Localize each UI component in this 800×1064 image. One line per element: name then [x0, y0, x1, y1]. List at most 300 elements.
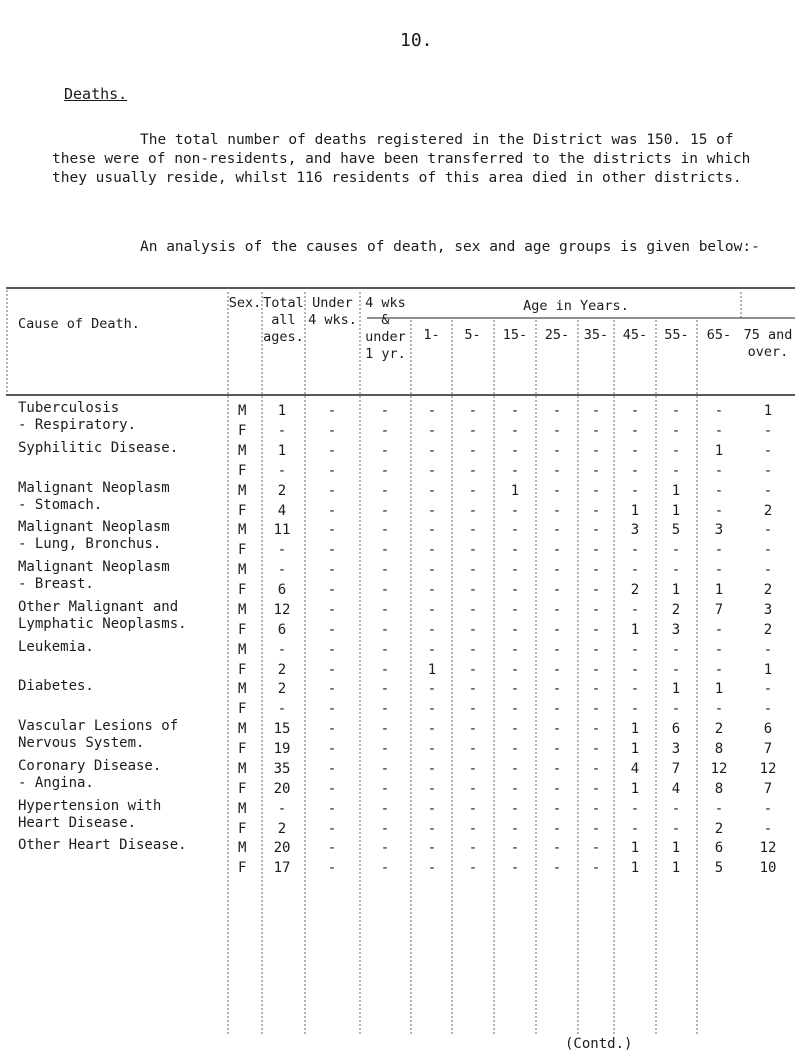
cause-label: Coronary Disease. - Angina. [18, 757, 162, 791]
value-cell: - [510, 522, 520, 539]
value-cell: - [510, 721, 520, 737]
value-cell: - [380, 661, 390, 678]
value-cell: 6 [714, 840, 724, 857]
value-cell: - [468, 760, 478, 777]
age-column-header: 75 and over. [743, 327, 793, 360]
value-cell: 1 [671, 840, 681, 857]
value-cell: 1 [630, 840, 640, 857]
value-cell: - [380, 800, 390, 817]
value-cell: - [591, 522, 601, 539]
value-cell: 12 [710, 760, 728, 777]
sex-cell: M [238, 442, 247, 459]
cause-label: Malignant Neoplasm - Lung, Bronchus. [18, 519, 170, 553]
value-cell: - [327, 582, 337, 598]
sex-cell: M [238, 721, 247, 737]
value-cell: - [591, 760, 601, 777]
value-cell: - [510, 860, 520, 877]
value-cell: - [327, 741, 337, 757]
value-cell: - [591, 860, 601, 877]
value-cell: - [510, 621, 520, 638]
value-cell: - [468, 423, 478, 439]
value-cell: 1 [277, 403, 287, 419]
value-cell: - [510, 741, 520, 757]
value-cell: - [763, 701, 773, 718]
value-cell: - [714, 403, 724, 419]
value-cell: - [763, 423, 773, 439]
sex-cell: F [238, 661, 247, 678]
value-cell: 4 [277, 502, 287, 519]
value-cell: - [510, 701, 520, 718]
value-cell: - [327, 522, 337, 539]
value-cell: - [327, 423, 337, 439]
value-cell: - [552, 701, 562, 718]
value-cell: - [380, 502, 390, 519]
value-cell: 2 [277, 482, 287, 499]
value-cell: - [671, 701, 681, 718]
age-column-header: 65- [706, 327, 732, 343]
value-cell: 7 [671, 760, 681, 777]
value-cell: - [630, 403, 640, 419]
value-cell: - [510, 442, 520, 459]
value-cell: - [327, 502, 337, 519]
sex-cell: F [238, 820, 247, 837]
value-cell: - [510, 601, 520, 618]
sex-cell: M [238, 601, 247, 618]
cause-label: Other Malignant and Lymphatic Neoplasms. [18, 598, 187, 632]
value-cell: - [510, 462, 520, 479]
intro-text: The total number of deaths registered in the District was 150. 15 of these were of non-residents, and have been transferred to the districts in which they usually reside, whilst 116 residents of this area died in other districts. [52, 132, 751, 186]
value-cell: - [763, 442, 773, 459]
value-cell: - [630, 820, 640, 837]
age-column-header: 5- [464, 327, 481, 343]
value-cell: 2 [763, 582, 773, 598]
value-cell: 2 [630, 582, 640, 598]
age-column-header: 55- [664, 327, 689, 343]
value-cell: - [427, 423, 437, 439]
value-cell: - [468, 601, 478, 618]
value-cell: - [591, 403, 601, 419]
age-column-header: 25- [544, 327, 570, 343]
value-cell: 1 [714, 582, 724, 598]
value-cell: - [552, 542, 562, 559]
value-cell: - [671, 820, 681, 837]
value-cell: - [427, 741, 437, 757]
value-cell: - [327, 621, 337, 638]
value-cell: - [380, 621, 390, 638]
value-cell: - [552, 442, 562, 459]
value-cell: - [714, 462, 724, 479]
value-cell: 8 [714, 780, 724, 797]
value-cell: 2 [671, 601, 681, 618]
value-cell: - [327, 721, 337, 737]
value-cell: - [277, 562, 287, 578]
value-cell: - [468, 681, 478, 698]
analysis-text: An analysis of the causes of death, sex and age groups is given below:- [140, 239, 760, 255]
sex-cell: F [238, 741, 247, 757]
cause-label: Vascular Lesions of Nervous System. [18, 718, 179, 751]
value-cell: - [630, 442, 640, 459]
age-column-header: 45- [622, 327, 648, 343]
cause-label: Malignant Neoplasm - Breast. [18, 559, 170, 592]
value-cell: - [591, 741, 601, 757]
value-cell: - [552, 601, 562, 618]
value-cell: 1 [630, 780, 640, 797]
value-cell: - [427, 701, 437, 718]
value-cell: - [380, 840, 390, 857]
cause-label: Hypertension with Heart Disease. [18, 797, 162, 831]
value-cell: - [427, 820, 437, 837]
sex-cell: M [238, 641, 247, 658]
value-cell: - [380, 482, 390, 499]
value-cell: - [327, 661, 337, 678]
value-cell: - [763, 641, 773, 658]
value-cell: - [468, 701, 478, 718]
value-cell: - [468, 621, 478, 638]
value-cell: - [552, 661, 562, 678]
value-cell: - [427, 403, 437, 419]
value-cell: - [380, 601, 390, 618]
value-cell: - [277, 701, 287, 718]
value-cell: - [468, 442, 478, 459]
value-cell: - [427, 721, 437, 737]
value-cell: - [552, 621, 562, 638]
value-cell: - [327, 442, 337, 459]
value-cell: - [591, 442, 601, 459]
value-cell: - [591, 800, 601, 817]
value-cell: 3 [714, 522, 724, 539]
value-cell: - [591, 462, 601, 479]
value-cell: 3 [630, 522, 640, 539]
value-cell: - [591, 780, 601, 797]
value-cell: 8 [714, 741, 724, 757]
value-cell: - [510, 681, 520, 698]
value-cell: - [552, 502, 562, 519]
value-cell: - [510, 800, 520, 817]
value-cell: 6 [763, 721, 773, 737]
value-cell: - [380, 860, 390, 877]
value-cell: - [468, 661, 478, 678]
value-cell: - [510, 641, 520, 658]
value-cell: 2 [714, 820, 724, 837]
sex-header: Sex. [228, 295, 262, 311]
value-cell: - [510, 661, 520, 678]
value-cell: - [510, 562, 520, 578]
sex-cell: M [238, 482, 247, 499]
value-cell: 6 [671, 721, 681, 737]
value-cell: - [380, 760, 390, 777]
cause-label: Tuberculosis - Respiratory. [18, 400, 137, 433]
value-cell: 17 [273, 860, 291, 877]
value-cell: - [380, 582, 390, 598]
value-cell: 1 [630, 741, 640, 757]
value-cell: - [277, 423, 287, 439]
value-cell: 11 [273, 522, 291, 539]
sex-cell: F [238, 860, 247, 877]
value-cell: - [591, 641, 601, 658]
value-cell: - [714, 482, 724, 499]
value-cell: - [427, 840, 437, 857]
cause-label: Malignant Neoplasm - Stomach. [18, 479, 170, 513]
value-cell: - [468, 582, 478, 598]
value-cell: 3 [763, 601, 773, 618]
value-cell: 1 [630, 621, 640, 638]
value-cell: - [763, 820, 773, 837]
value-cell: - [671, 442, 681, 459]
value-cell: 1 [630, 502, 640, 519]
value-cell: - [380, 741, 390, 757]
value-cell: - [468, 741, 478, 757]
value-cell: 2 [763, 502, 773, 519]
value-cell: - [380, 442, 390, 459]
value-cell: 6 [277, 621, 287, 638]
value-cell: - [552, 721, 562, 737]
value-cell: 10 [759, 860, 777, 877]
value-cell: - [591, 661, 601, 678]
value-cell: 1 [763, 403, 773, 419]
value-cell: 6 [277, 582, 287, 598]
value-cell: - [510, 840, 520, 857]
value-cell: - [510, 780, 520, 797]
value-cell: - [552, 582, 562, 598]
four-weeks-under-1-year-header: 4 wks & under 1 yr. [365, 295, 406, 362]
value-cell: - [630, 681, 640, 698]
value-cell: - [468, 462, 478, 479]
value-cell: - [671, 423, 681, 439]
value-cell: - [380, 721, 390, 737]
value-cell: 20 [273, 840, 291, 857]
value-cell: - [380, 542, 390, 559]
value-cell: - [468, 403, 478, 419]
value-cell: - [552, 780, 562, 797]
value-cell: 7 [714, 601, 724, 618]
sex-cell: M [238, 522, 247, 539]
cause-label: Syphilitic Disease. [18, 439, 179, 456]
value-cell: - [427, 522, 437, 539]
value-cell: - [468, 860, 478, 877]
value-cell: 7 [763, 780, 773, 797]
value-cell: - [510, 820, 520, 837]
value-cell: - [591, 562, 601, 578]
cause-label: Diabetes. [18, 678, 94, 695]
age-column-header: 35- [583, 327, 609, 343]
value-cell: - [427, 621, 437, 638]
value-cell: - [591, 721, 601, 737]
value-cell: - [671, 462, 681, 479]
value-cell: 5 [671, 522, 681, 539]
value-cell: - [427, 681, 437, 698]
value-cell: - [327, 840, 337, 857]
value-cell: - [552, 403, 562, 419]
value-cell: - [552, 681, 562, 698]
sex-cell: F [238, 582, 247, 598]
value-cell: - [327, 860, 337, 877]
value-cell: 1 [671, 681, 681, 698]
value-cell: 19 [273, 741, 291, 757]
value-cell: - [327, 462, 337, 479]
sex-cell: M [238, 681, 247, 698]
sex-cell: M [238, 760, 247, 777]
value-cell: 4 [630, 760, 640, 777]
value-cell: - [714, 562, 724, 578]
value-cell: - [468, 820, 478, 837]
value-cell: - [630, 661, 640, 678]
value-cell: - [380, 423, 390, 439]
value-cell: 7 [763, 741, 773, 757]
value-cell: - [671, 403, 681, 419]
value-cell: - [591, 701, 601, 718]
age-column-header: 15- [502, 327, 528, 343]
value-cell: - [327, 820, 337, 837]
value-cell: - [630, 800, 640, 817]
value-cell: - [327, 701, 337, 718]
value-cell: - [630, 701, 640, 718]
value-cell: - [630, 462, 640, 479]
value-cell: - [552, 522, 562, 539]
value-cell: - [427, 482, 437, 499]
value-cell: - [763, 462, 773, 479]
value-cell: - [591, 820, 601, 837]
value-cell: - [552, 840, 562, 857]
value-cell: 12 [273, 601, 291, 618]
value-cell: - [552, 820, 562, 837]
value-cell: 12 [759, 840, 777, 857]
value-cell: - [327, 601, 337, 618]
value-cell: - [630, 601, 640, 618]
value-cell: - [510, 582, 520, 598]
value-cell: - [552, 423, 562, 439]
value-cell: - [714, 621, 724, 638]
sex-cell: F [238, 621, 247, 638]
value-cell: - [427, 562, 437, 578]
value-cell: - [591, 482, 601, 499]
value-cell: - [277, 462, 287, 479]
value-cell: - [427, 502, 437, 519]
value-cell: - [763, 522, 773, 539]
value-cell: 5 [714, 860, 724, 877]
value-cell: 35 [273, 760, 291, 777]
value-cell: - [714, 423, 724, 439]
value-cell: 15 [273, 721, 291, 737]
value-cell: - [380, 462, 390, 479]
value-cell: - [327, 641, 337, 658]
value-cell: 3 [671, 621, 681, 638]
value-cell: - [468, 482, 478, 499]
value-cell: - [468, 641, 478, 658]
value-cell: - [380, 403, 390, 419]
value-cell: - [427, 780, 437, 797]
value-cell: - [763, 562, 773, 578]
value-cell: - [552, 641, 562, 658]
sex-cell: M [238, 562, 247, 578]
value-cell: 1 [630, 721, 640, 737]
value-cell: - [380, 780, 390, 797]
value-cell: - [327, 780, 337, 797]
value-cell: - [427, 641, 437, 658]
value-cell: - [427, 760, 437, 777]
value-cell: - [380, 820, 390, 837]
value-cell: - [671, 562, 681, 578]
value-cell: - [327, 760, 337, 777]
cause-label: Other Heart Disease. [18, 837, 187, 854]
cause-label: Leukemia. [18, 638, 94, 655]
value-cell: 1 [671, 860, 681, 877]
value-cell: - [327, 542, 337, 559]
value-cell: - [552, 741, 562, 757]
value-cell: - [591, 582, 601, 598]
value-cell: - [591, 840, 601, 857]
value-cell: - [427, 860, 437, 877]
value-cell: - [671, 800, 681, 817]
value-cell: - [714, 641, 724, 658]
value-cell: - [510, 423, 520, 439]
sex-cell: F [238, 542, 247, 559]
value-cell: - [630, 641, 640, 658]
value-cell: - [630, 482, 640, 499]
value-cell: 1 [510, 482, 520, 499]
sex-cell: F [238, 462, 247, 479]
value-cell: - [671, 641, 681, 658]
value-cell: - [552, 760, 562, 777]
value-cell: - [380, 562, 390, 578]
value-cell: - [427, 442, 437, 459]
sex-cell: M [238, 800, 247, 817]
value-cell: - [277, 800, 287, 817]
value-cell: - [763, 542, 773, 559]
value-cell: - [714, 542, 724, 559]
value-cell: 1 [763, 661, 773, 678]
sex-cell: M [238, 840, 247, 857]
total-header: Total all ages. [263, 295, 304, 345]
value-cell: - [591, 681, 601, 698]
value-cell: 1 [630, 860, 640, 877]
value-cell: 20 [273, 780, 291, 797]
value-cell: - [468, 800, 478, 817]
value-cell: - [510, 760, 520, 777]
value-cell: 1 [277, 442, 287, 459]
value-cell: - [468, 840, 478, 857]
value-cell: - [277, 542, 287, 559]
age-column-header: 1- [423, 327, 440, 343]
value-cell: - [763, 681, 773, 698]
value-cell: - [552, 800, 562, 817]
value-cell: - [427, 542, 437, 559]
value-cell: - [468, 542, 478, 559]
value-cell: - [591, 423, 601, 439]
value-cell: - [427, 462, 437, 479]
value-cell: 1 [671, 502, 681, 519]
value-cell: - [380, 681, 390, 698]
value-cell: - [327, 800, 337, 817]
value-cell: - [552, 462, 562, 479]
value-cell: 2 [714, 721, 724, 737]
value-cell: 1 [427, 661, 437, 678]
value-cell: - [468, 502, 478, 519]
continued-note: (Contd.) [565, 1036, 633, 1052]
value-cell: 1 [671, 482, 681, 499]
value-cell: - [277, 641, 287, 658]
value-cell: - [327, 482, 337, 499]
value-cell: - [468, 522, 478, 539]
section-heading: Deaths. [64, 85, 128, 103]
sex-cell: M [238, 403, 247, 419]
under-4-weeks-header: Under 4 wks. [308, 295, 357, 328]
value-cell: - [327, 403, 337, 419]
value-cell: - [327, 562, 337, 578]
value-cell: - [591, 601, 601, 618]
page-number: 10. [400, 30, 433, 51]
value-cell: - [714, 800, 724, 817]
value-cell: - [630, 562, 640, 578]
